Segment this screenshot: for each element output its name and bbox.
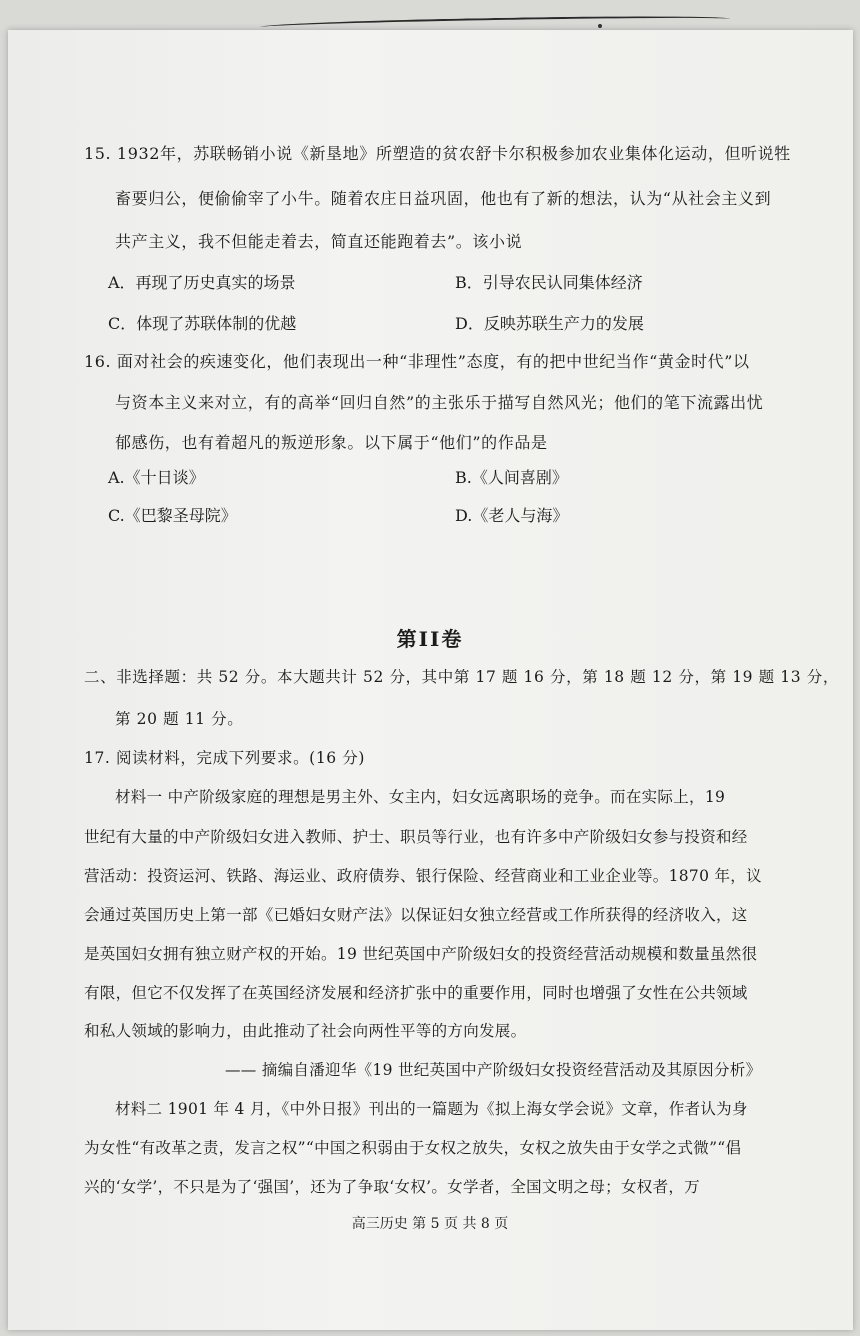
q16-line-1: 16. 面对社会的疾速变化，他们表现出一种“非理性”态度，有的把中世纪当作“黄金时代”以 xyxy=(84,352,750,371)
q15-option-a: A．再现了历史真实的场景 xyxy=(108,273,296,292)
q15-option-d: D．反映苏联生产力的发展 xyxy=(455,314,644,333)
material1-line-5: 是英国妇女拥有独立财产权的开始。19 世纪英国中产阶级妇女的投资经营活动规模和数量虽然很 xyxy=(84,945,758,963)
material2-line-3: 兴的‘女学’，不只是为了‘强国’，还为了争取‘女权’。女学者，全国文明之母；女权者，万 xyxy=(84,1178,700,1196)
q16-line-3: 郁感伤，也有着超凡的叛逆形象。以下属于“他们”的作品是 xyxy=(115,433,548,452)
q16-option-c: C.《巴黎圣母院》 xyxy=(108,506,237,525)
material1-line-6: 有限，但它不仅发挥了在英国经济发展和经济扩张中的重要作用，同时也增强了女性在公共领域 xyxy=(84,984,748,1002)
section-title: 第II卷 xyxy=(396,627,464,651)
q16-option-b: B.《人间喜剧》 xyxy=(455,468,568,487)
material1-line-7: 和私人领域的影响力，由此推动了社会向两性平等的方向发展。 xyxy=(84,1022,527,1040)
material1-line-4: 会通过英国历史上第一部《已婚妇女财产法》以保证妇女独立经营或工作所获得的经济收入，这 xyxy=(84,906,748,924)
material1-source: —— 摘编自潘迎华《19 世纪英国中产阶级妇女投资经营活动及其原因分析》 xyxy=(225,1061,762,1079)
material1-line-2: 世纪有大量的中产阶级妇女进入教师、护士、职员等行业，也有许多中产阶级妇女参与投资和经 xyxy=(84,828,748,846)
material1-line-3: 营活动：投资运河、铁路、海运业、政府债券、银行保险、经营商业和工业企业等。1870 年，议 xyxy=(84,867,762,885)
q15-line-2: 畜要归公，便偷偷宰了小牛。随着农庄日益巩固，他也有了新的想法，认为“从社会主义到 xyxy=(115,189,772,208)
q15-option-c: C．体现了苏联体制的优越 xyxy=(108,314,297,333)
q15-line-3: 共产主义，我不但能走着去，简直还能跑着去”。该小说 xyxy=(115,232,523,251)
material2-line-2: 为女性“有改革之责，发言之权”“中国之积弱由于女权之放失，女权之放失由于女学之式微”“倡 xyxy=(84,1139,742,1157)
q15-option-b: B．引导农民认同集体经济 xyxy=(455,273,643,292)
q16-option-a: A.《十日谈》 xyxy=(108,468,205,487)
material1-line-1: 材料一 中产阶级家庭的理想是男主外、女主内，妇女远离职场的竞争。而在实际上，19 xyxy=(115,788,726,806)
q16-line-2: 与资本主义来对立，有的高举“回归自然”的主张乐于描写自然风光；他们的笔下流露出忧 xyxy=(115,393,764,412)
q17-heading: 17. 阅读材料，完成下列要求。(16 分) xyxy=(84,749,366,767)
page-footer: 高三历史 第 5 页 共 8 页 xyxy=(351,1216,509,1232)
ink-dot xyxy=(598,24,602,28)
q15-line-1: 15. 1932年，苏联畅销小说《新垦地》所塑造的贫农舒卡尔积极参加农业集体化运动，但听说牲 xyxy=(84,144,791,163)
material2-line-1: 材料二 1901 年 4 月，《中外日报》刊出的一篇题为《拟上海女学会说》文章，作者认为身 xyxy=(115,1100,748,1118)
section2-intro-line-1: 二、非选择题：共 52 分。本大题共计 52 分，其中第 17 题 16 分，第 18 题 12 分，第 19 题 13 分， xyxy=(84,668,839,686)
section2-intro-line-2: 第 20 题 11 分。 xyxy=(115,710,244,728)
q16-option-d: D.《老人与海》 xyxy=(455,506,569,525)
